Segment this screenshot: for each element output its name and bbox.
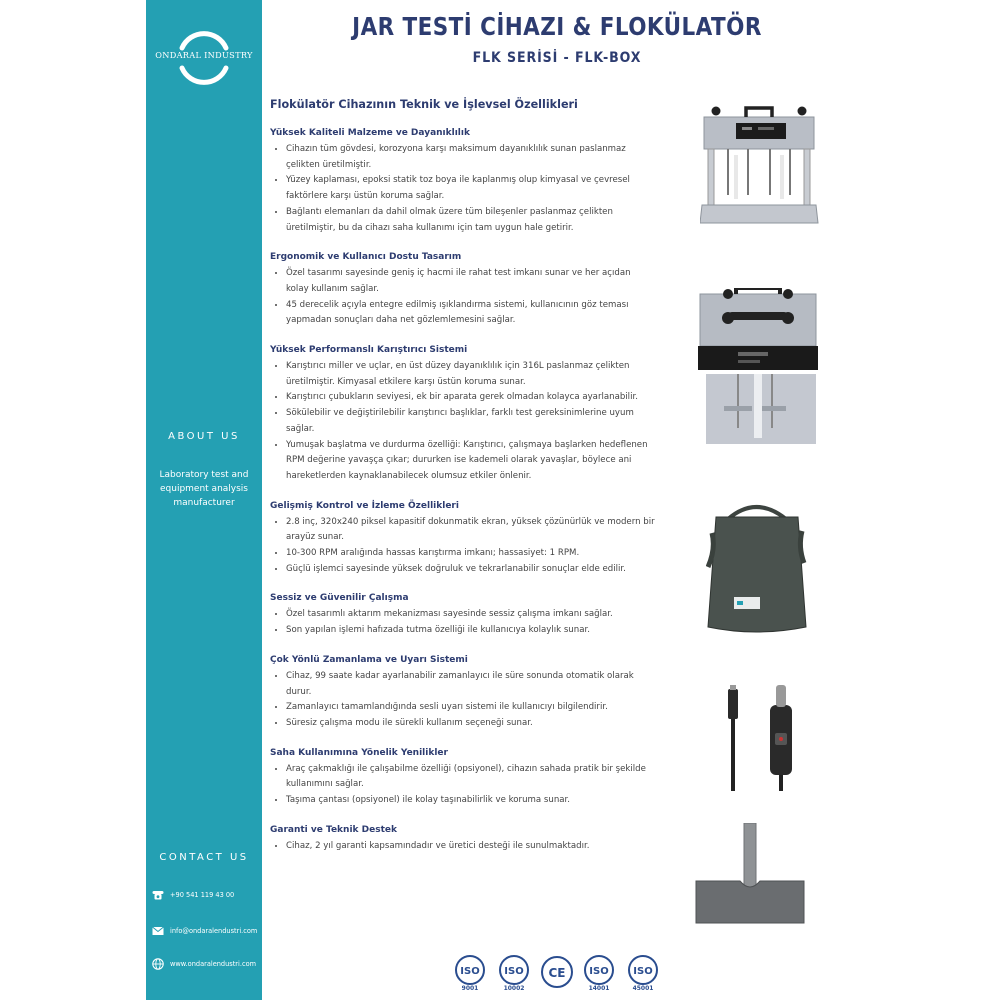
iso-45001-badge	[626, 955, 660, 991]
email-address: info@ondaralendustri.com	[170, 927, 258, 935]
list-item: • 45 derecelik açıyla entegre edilmiş ışıklandırma sistemi, kullanıcının göz teması yapmadan sonuçları daha net gözlemlemesini sağlar.	[286, 298, 655, 329]
iso-14001-badge	[582, 955, 616, 991]
about-text: Laboratory test and equipment analysis manufacturer	[159, 470, 249, 508]
globe-icon	[152, 958, 164, 970]
device-closed-image	[698, 288, 822, 446]
list-item: • Araç çakmaklığı ile çalışabilme özelliği (opsiyonel), cihazın sahada pratik bir şekilde kullanımını sağlar.	[286, 762, 655, 793]
list-item: • Özel tasarımı sayesinde geniş iç hacmi ile rahat test imkanı sunar ve her açıdan kolay kullanım sağlar.	[286, 266, 655, 297]
list-item: • 2.8 inç, 320x240 piksel kapasitif dokunmatik ekran, yüksek çözünürlük ve modern bir arayüz sunar.	[286, 515, 655, 546]
list-item: • Bağlantı elemanları da dahil olmak üzere tüm bileşenler paslanmaz çelikten üretilmiştir, bu da cihazı saha kullanımı için tam uygun hale getirir.	[286, 205, 655, 236]
section-title: Yüksek Performanslı Karıştırıcı Sistemi	[270, 345, 468, 356]
list-item: • Süresiz çalışma modu ile sürekli kullanım seçeneği sunar.	[286, 716, 655, 732]
section-title: Yüksek Kaliteli Malzeme ve Dayanıklılık	[270, 128, 470, 138]
section-title: Saha Kullanımına Yönelik Yenilikler	[270, 747, 448, 758]
cert-label: ISO	[589, 966, 609, 977]
cert-number: 45001	[632, 985, 654, 991]
list-item: • Cihaz, 2 yıl garanti kapsamındadır ve üretici desteği ile sunulmaktadır.	[286, 839, 655, 855]
device-open-image	[700, 105, 820, 230]
mail-icon	[152, 926, 164, 936]
iso-9001-badge	[453, 955, 487, 991]
list-item: • Taşıma çantası (opsiyonel) ile kolay taşınabilirlik ve koruma sunar.	[286, 793, 655, 809]
section-title: Gelişmiş Kontrol ve İzleme Özellikleri	[270, 500, 459, 511]
about-title: ABOUT US	[168, 431, 240, 442]
list-item: • 10-300 RPM aralığında hassas karıştırma imkanı; hassasiyet: 1 RPM.	[286, 546, 655, 562]
section-title: Ergonomik ve Kullanıcı Dostu Tasarım	[270, 252, 462, 263]
section-silent	[270, 592, 655, 638]
cert-number: 9001	[461, 985, 479, 991]
contact-phone[interactable]	[152, 888, 260, 902]
section-title: Sessiz ve Güvenilir Çalışma	[270, 593, 409, 604]
section-control	[270, 500, 655, 578]
ce-badge	[540, 955, 574, 991]
list-item: • Yüzey kaplaması, epoksi statik toz boya ile kaplanmış olup kimyasal ve çevresel faktörlere karşı üstün koruma sağlar.	[286, 173, 655, 204]
contact-title: CONTACT US	[159, 852, 249, 863]
cert-label: ISO	[504, 966, 524, 977]
section-title: Garanti ve Teknik Destek	[270, 824, 397, 835]
section-mixer	[270, 344, 655, 485]
cert-number: 14001	[588, 985, 610, 991]
section-warranty	[270, 824, 655, 855]
sidebar	[146, 0, 262, 1000]
list-item: • Güçlü işlemci sayesinde yüksek doğruluk ve tekrarlanabilir sonuçlar elde edilir.	[286, 562, 655, 578]
features-content	[270, 98, 655, 870]
cert-label: ISO	[633, 966, 653, 977]
page-title: JAR TESTİ CİHAZI & FLOKÜLATÖR	[352, 12, 762, 41]
features-heading: Flokülatör Cihazının Teknik ve İşlevsel Özellikleri	[270, 98, 578, 111]
contact-website[interactable]	[152, 957, 260, 971]
phone-number: +90 541 119 43 00	[170, 891, 235, 899]
list-item: • Özel tasarımlı aktarım mekanizması sayesinde sessiz çalışma imkanı sağlar.	[286, 607, 655, 623]
iso-10002-badge	[497, 955, 531, 991]
website-url: www.ondaralendustri.com	[170, 960, 257, 968]
cert-number: 10002	[503, 985, 525, 991]
section-ergonomic	[270, 251, 655, 329]
section-title: Çok Yönlü Zamanlama ve Uyarı Sistemi	[270, 654, 468, 665]
phone-icon	[152, 890, 164, 900]
carry-bag-image	[706, 497, 808, 637]
list-item: • Yumuşak başlatma ve durdurma özelliği: Karıştırıcı, çalışmaya başlarken hedeflenen RPM değerine yavaşça çıkar; dururken ise kademeli olarak yavaşlar, böylece ani hareketlerden kaynaklanabilecek olumsuz etkiler önlenir.	[286, 438, 655, 485]
list-item: • Karıştırıcı miller ve uçlar, en üst düzey dayanıklılık için 316L paslanmaz çelikten üretilmiştir. Kimyasal etkilere karşı üstün koruma sunar.	[286, 359, 655, 390]
cert-label: ISO	[460, 966, 480, 977]
section-field	[270, 747, 655, 809]
list-item: • Cihaz, 99 saate kadar ayarlanabilir zamanlayıcı ile süre sonunda otomatik olarak durur.	[286, 669, 655, 700]
logo-text: ONDARAL INDUSTRY	[155, 50, 253, 60]
list-item: • Zamanlayıcı tamamlandığında sesli uyarı sistemi ile kullanıcıyı bilgilendirir.	[286, 700, 655, 716]
page-subtitle: FLK SERİSİ - FLK-BOX	[472, 50, 642, 66]
car-charger-cable-image	[716, 685, 816, 795]
company-logo	[146, 28, 262, 92]
list-item: • Karıştırıcı çubukların seviyesi, ek bir aparata gerek olmadan kolayca ayarlanabilir.	[286, 390, 655, 406]
contact-email[interactable]	[152, 924, 260, 938]
section-timer	[270, 654, 655, 732]
mixing-paddle-image	[694, 823, 806, 927]
list-item: • Cihazın tüm gövdesi, korozyona karşı maksimum dayanıklılık sunan paslanmaz çelikten üretilmiştir.	[286, 142, 655, 173]
cert-label: CE	[548, 966, 566, 980]
list-item: • Sökülebilir ve değiştirilebilir karıştırıcı başlıklar, farklı test gereksinimlerine uyum sağlar.	[286, 406, 655, 437]
section-material	[270, 127, 655, 236]
list-item: • Son yapılan işlemi hafızada tutma özelliği ile kullanıcıya kolaylık sunar.	[286, 623, 655, 639]
